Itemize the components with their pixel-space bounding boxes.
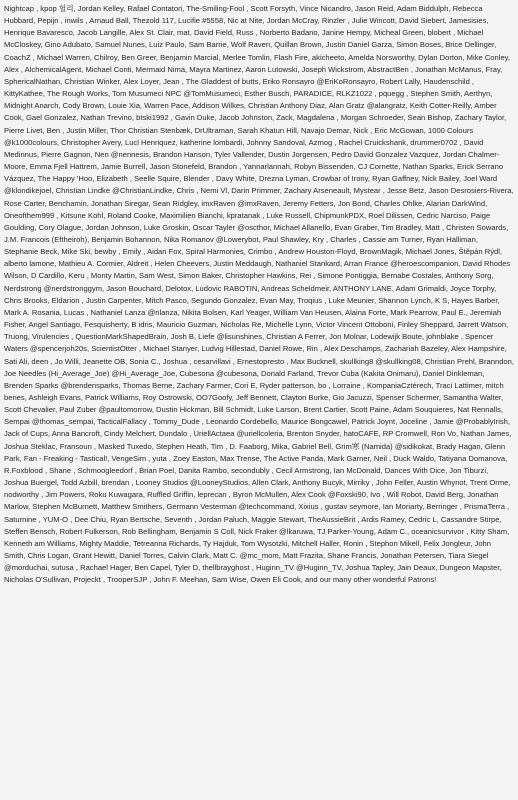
patron-credits-text: Nightcap , kpop 헐리, Jordan Kelley, Rafael Contatori, The-Smiling-Fool , Scott Forsyth, Vince Nicandro, Jason Reid, Adam Biddulph, Rebecca Hubbard, Pepijn , inwils , Arnaud Ball, Thezold 117, Lucifie #5558, Nic at Nite, Jordan McCray, Rinzler , Julie Wincott, David Siebert, Jamesisies, Henrique Bavaresco, Jacob Langille, Alex St. Clair, mat, David Field, Russ , Norberto Badano, Janine Hempy, Micheal Green, blobert , Michael McCloskey, Gino Adubato, Samuel Nunes, Luiz Paulo, Sam Barrie, Wolf Raven, Quillan Brown, Justin Daniel Garza, Simon Boses, Brice Dellinger, CoachZ , Michael Warren, Chilroy, Ben Greer, Benjamin Marcial, Merlee Tomlin, Flash Fire, akicheeto, Amelda Norsworthy, Dylan Dorton, Mike Conley, Alex , AlchemicalAgent, Michael Conti, Mermaid Nima, Mayra Martinez, Aaron Lutowski, Joseph Wickstrom, AbstractBen , Jonathan McManus, Fray, SphericalNathan, Christian Winker, Alex Loyer, Jean , The Gladdest of butts, Eriko Ronsayro @EriKoRonsayro, Robert Lally, Haudenschild , KittyKathee, The Rough Works, Tom Musumeci NPC @TomMusumeci, Esther Busch, PARADICE, RLKZ1022 , pquegg , Stephen Smith, Aerthyn, Midnight Anarch, Cody Brown, Louie Xia, Warren Pace, Addison Wilkes, Christian Anthony Diaz, Alan Gratz @alangratz, Keith Cotter-Reilly, Amber Cook, Gael Gonzalez, Nathan Trevino, btski1992 , Gavin Duke, Jacob Johnston, Zack, Magdalena , Morgan Schroeder, Sean Bishop, Zachary Taylor, Pierre Livet, Ben , Justin Miller, Thor Christian Stenbæk, DrUltraman, Sarah Khatun Hill, Navajo Demar, Nick , Eric McGowan, 1000 Colours @k1000colours, Christopher Avery, Lucl Henriquez, katherine lombardi, Johnny Sandoval, Azmog , Rachel Cruickshank, drummer0702 , David Medinnus, Pierre Gagnon, Nen @nennesis, Brandon Hanson, Tyler Vallender, Dustin Jorgensen, Pedro David Gonzalez Vazquez, Jordan Chalmer-Moore, Emma Fjell Hattrem, Jamie Burrell, Jason Stonefeld, Brandon , Yannarlannah, Robyn Bissenden, CJ Cornette, Nathan Sparks, Erick Serrano Vázquez, The Happy 'Hoo, Elizabeth , Seelle Squire, Blender , Davy White, Drezna Lyman, Crowbar of Irony, Ryan Gaffney, Nick Bailey, Joel Ward @klondikejoel, Christian Lindke @ChristianLindke, Chris , Nemi Vl, Darin Primmer, Zachary Arseneault, Mystear , Jesse Betz, Jason Desrosiers-Rivera, Rose Carter, Benchamin, Jonathan Siregar, Sean Ridgley, imxRaven @imxRaven, Jeremy Fetters, Jon Bond, Charles Ohlke, Alarian DarkWind, Oneofthem999 , Kitsune Kohl, Roland Cooke, Maximilien Bianchi, kpratanak , Luke Russell, ChipmunkPDX, Roel Dilissen, Cedric Narciso, Paige Goulding, Cory Olague, Jordan Johnson, Luke Groskin, Oscar Tayler @oscthor, Michael Allanello, Evan Graber, Tim Bradley, Matt , Christen Sowards, J.M. Francois (Eftheiroh), Benjamin Bohannon, Nika Romanov @Lowerybot, Paul Shawley, Kry , Charles , Cassie am Turner, Ryan Halliman, Stephanie Beck, Mike Ski, bewby , Emily , Aidan Fox, Spiral Harmonies, Crimbo , Andrew Houston-Floyd, BrownMagik, Michael Jones, Štěpán Rýdl, alberto lamone, Mathieu A. Cormier, Aldreit , Helen Cheevers, Justin Meddaugh, Nathaniel Stankard, Arran France @heroescompanion, David Rhodes Wilson, D Cardillo, Keru , Monty Martin, Sam West, Simon Baker, Christopher Hawkins, Rei , Simone Pontiggia, Bernabe Costales, Anthony Sorg, Nerdstrong @nerdstronggym, Jason Bouchard, Delotox, Ludovic RABOTIN, Andreas Scheldmeir, ANTHONY LANE, Adam Grimaldi, Joyce Torphy, Chris Brooks, Eldarion , Justin Carpenter, Mitch Pasco, Segundo Gonzalez, Evan May, Troqius , Luke Meunier, Shannon Lynch, K S, Hayes Barber, Mark A. Rosania, Lucas , Nathaniel Lanza @nlanza, Nikita Bolsen, Karl Yeager, William Van Heusen, Alaina Forte, Mark Pearrow, Paul E., Jeremiah Fisher, Angel Santiago, Fesquisherty, B idris, Mauricio Guzman, Nicholas Re, Michelle Lynn, Victor Vincent Ottoboni, Finley Sheppard, Jarrett Watson, Truong, Virulencies , QuestionMarkShapedBrain, Josh B, Liefe @lisunshines, Christian A Ferrer, Jon Molnar, Lodewijk Boute, johnblake , Spencer Waters @spencerjoh20s, ScientistOtter , Michael Stanyer, Ludvig Hillestad, Daniel Rowe, Rin , Alex Deschamps, Zachariah Bazeley, Alex Hampshire, Sati Ali, deen , Jo Willi, Jeanette OB, Sonia C., Joshua , cesarvillavi , Ernestopresto , Max Bucknell, skullking8 @skullking08, Christian Prehl, Branndon, Joe Needles (Hi_Average_Joe) @Hi_Average_Joe, Cubesona @cubesona, Donald Farland, Trevor Cuba (Kakita Onimaru), Daniel Dinkleman, Brenden Sparks @brendensparks, Thomas Berne, Zachary Farmer, Cori E, Ryder patterson, bo , Lorraine , KompaniaCztérech, Traci Lattimer, mitch benes, Ashleigh Evans, Patrick Williams, Roy Ostrowski, OO7Goofy, Jeff Bennett, Clayton Burke, Gio Jacuzzi, Spenser Schermer, Samantha Walter, Scott Chevalier, Paul Zuber @paultomorrow, Dustin Hickman, Bill Schmidt, Luke Larson, Brent Cartier, Scott Paine, Adam Souquieres, Nat Rennalls, Sempai @thomas_sempai, TacticalFallacy , Tommy_Dude , Leonardo Cordebello, Maurice Bongcawel, Patrick Joynt, Joceline , Jamie @ProbablyIrish, Jack of Cups, Anna Bancroft, Cindy Melchert, Dundalo , UriellActaea @uriellcoleria, Brenton Snyder, hatoCAFE, RP Cromwell, Ron Vo, Nathan James, Joshua Steklac, Fransoun , Masked Tuxedo, Stephen Heath, Tim , D. Faaborg, Mika, Gabriel Bell, Grim寒 (Namida) @sidikokat, Brady Hagan, Glenn Park, Fan - Freaking - Tastical!, VengeSim , yuta , Zoey Easton, Max Trense, The Active Panda, Mark Garner, Neil , Duck Waldo, Tatiyana Domanova, R.Foxblood , Shane , Schmoogleedorf , Brian Poel, Danita Rambo, secondubly , Cecil Armstrong, Ian McDonald, Dances With Dice, Jon Tiburzi, Joshua Buergel, Todd Azbill, brendan , Looney Studios @LooneyStudios, Allen Clark, Anthony Bucyk, Mirriky , John Feller, Austin Whynot, Trent Orme, nodworthy , Jim Powers, Roku Kuwagara, Ruffled Griffin, leprecan , Byron McMullen, Alex Cook @Foxski90, Ivo , Will Robot, David Berg, Jonathan Marlow, Stephen McBurnett, Matthew Smithers, Germann Vesterman @techcommand, Xixius , gustav seymore, Ian Moriarty, Berringer , PrismaTerra , Saturnine , YUM-O , Dee Chiu, Ryan Bertsche, Seventh , Jordan Paluch, Maggie Stewart, TheAussieBrit , Ardis Ramey, Cedric L, Cassandre Stirpe, Steffen Bensch, Robert Fulkerson, Rob Bellingham, Benjamin S Coll, Nick Fraker @lkaruwa, TJ Parker-Young, Adam C., oceanicsurvivor , Kitty Sham, Kenneth am Williams, Mighty Maddie, Tetreanna Richards, Ty Hajduk, Tom Wysotzki, Mitchell Haller, Ronin , Stephon Mikell, Felix Jongleur, John Smith, Chris Logan, Grant Hewitt, Daniel Torres, Calvin Clark, Matt C. @mc_mom, Matt Frazita, Shane Francis, Jonathan Petersen, Tiara Siegel @morduchai, sutusa , Rachael Hager, Ben Capel, Tyler D, thellbrayghost , Huginn_TV @Huginn_TV, Joshua Tapley, Jain Deaux, Dungeon Mapster, Nicholas O'Sullivan, Projeckt , TrooperSJP , John F. Meehan, Sam Wise, Owen Eli Cook, and our many other wonderful Patrons! — [4, 4, 514, 585]
